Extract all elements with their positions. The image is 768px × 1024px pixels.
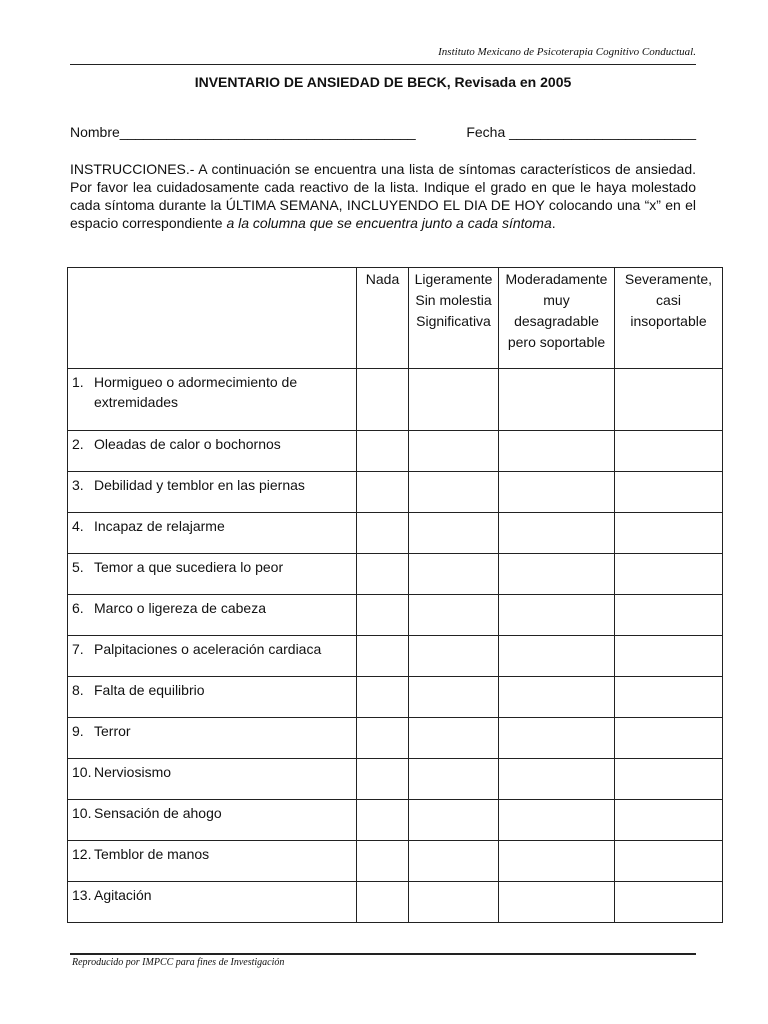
page-header [70,44,696,65]
column-header-line: casi [656,292,681,308]
symptom-number: 10. [72,805,92,821]
answer-cell-ligeramente[interactable] [409,800,499,841]
answer-cell-nada[interactable] [357,554,409,595]
answer-cell-nada[interactable] [357,677,409,718]
answer-cell-nada[interactable] [357,636,409,677]
symptom-label: Marco o ligereza de cabeza [94,600,266,616]
symptom-cell [68,513,357,554]
symptom-number: 2. [72,436,84,452]
answer-cell-moderadamente[interactable] [499,369,615,431]
answer-cell-nada[interactable] [357,718,409,759]
answer-cell-ligeramente[interactable] [409,513,499,554]
table-row [68,882,723,923]
symptom-cell [68,841,357,882]
answer-cell-moderadamente[interactable] [499,841,615,882]
answer-cell-nada[interactable] [357,513,409,554]
answer-cell-severamente[interactable] [615,369,723,431]
symptom-label: Temblor de manos [94,846,210,862]
symptom-cell [68,759,357,800]
answer-cell-ligeramente[interactable] [409,472,499,513]
document-title: INVENTARIO DE ANSIEDAD DE BECK, Revisada en 2005 [194,74,572,90]
table-header-row [68,268,723,369]
answer-cell-severamente[interactable] [615,759,723,800]
answer-cell-moderadamente[interactable] [499,595,615,636]
table-row [68,472,723,513]
symptom-label: Oleadas de calor o bochornos [94,436,281,452]
answer-cell-severamente[interactable] [615,841,723,882]
table-row [68,554,723,595]
answer-cell-ligeramente[interactable] [409,841,499,882]
symptom-number: 6. [72,600,84,616]
answer-cell-ligeramente[interactable] [409,677,499,718]
answer-cell-ligeramente[interactable] [409,882,499,923]
answer-cell-severamente[interactable] [615,800,723,841]
symptom-number: 5. [72,559,84,575]
answer-cell-ligeramente[interactable] [409,431,499,472]
column-header-severamente [615,268,723,369]
answer-cell-ligeramente[interactable] [409,595,499,636]
symptom-cell [68,595,357,636]
answer-cell-nada[interactable] [357,595,409,636]
table-row [68,431,723,472]
column-header-ligeramente [409,268,499,369]
answer-cell-severamente[interactable] [615,718,723,759]
column-header-line: pero soportable [507,334,606,350]
symptom-cell [68,882,357,923]
symptom-number: 8. [72,682,84,698]
column-header-line: Ligeramente [414,271,493,287]
column-header-line: Moderadamente [505,271,608,287]
symptom-number: 10. [72,764,92,780]
symptom-label: Falta de equilibrio [94,682,205,698]
table-row [68,677,723,718]
column-header-line: insoportable [630,313,707,329]
column-header-line: Nada [365,271,400,287]
answer-cell-severamente[interactable] [615,431,723,472]
answer-cell-severamente[interactable] [615,882,723,923]
answer-cell-nada[interactable] [357,800,409,841]
table-row [68,841,723,882]
table-row [68,513,723,554]
column-header-line: Severamente, [624,271,713,287]
footer-note: Reproducido por IMPCC para fines de Investigación [72,957,285,968]
symptom-cell [68,431,357,472]
answer-cell-severamente[interactable] [615,472,723,513]
table-row [68,369,723,431]
answer-cell-severamente[interactable] [615,554,723,595]
symptom-label: Agitación [94,887,152,903]
symptom-cell [68,718,357,759]
column-header-line: muy [543,292,570,308]
answer-cell-ligeramente[interactable] [409,636,499,677]
symptom-number: 1. [72,374,84,390]
answer-cell-moderadamente[interactable] [499,636,615,677]
answer-cell-moderadamente[interactable] [499,800,615,841]
instructions [70,160,696,232]
answer-cell-moderadamente[interactable] [499,718,615,759]
symptom-number: 7. [72,641,84,657]
answer-cell-ligeramente[interactable] [409,759,499,800]
symptom-number: 12. [72,846,92,862]
institute-name: Instituto Mexicano de Psicoterapia Cognitivo Conductual. [438,46,696,58]
answer-cell-nada[interactable] [357,841,409,882]
table-row [68,636,723,677]
symptom-cell [68,554,357,595]
nombre-field[interactable]: Nombre______________________________________ [70,124,416,140]
answer-cell-moderadamente[interactable] [499,431,615,472]
answer-cell-nada[interactable] [357,369,409,431]
answer-cell-nada[interactable] [357,882,409,923]
instructions-text: INSTRUCCIONES.- A continuación se encuentra una lista de síntomas característicos de ansiedad. Por favor lea cuidadosamente cada reactivo de la lista. Indique el grado en que le haya molestado cada síntoma durante la ÚLTIMA SEMANA, INCLUYENDO EL DIA DE HOY colocando una “x” en el espacio correspondiente [70,161,696,231]
symptom-label: Nerviosismo [94,764,172,780]
symptom-cell [68,472,357,513]
answer-cell-ligeramente[interactable] [409,718,499,759]
answer-cell-moderadamente[interactable] [499,759,615,800]
symptom-number: 13. [72,887,92,903]
answer-cell-moderadamente[interactable] [499,882,615,923]
symptom-label: Palpitaciones o aceleración cardiaca [94,641,322,657]
column-header-moderadamente [499,268,615,369]
column-header-line: desagradable [514,313,599,329]
answer-cell-nada[interactable] [357,472,409,513]
symptom-table [67,267,723,923]
answer-cell-moderadamente[interactable] [499,513,615,554]
symptom-label: Temor a que sucediera lo peor [94,559,284,575]
answer-cell-nada[interactable] [357,431,409,472]
answer-cell-ligeramente[interactable] [409,369,499,431]
name-date-line [70,124,696,140]
symptom-cell [68,369,357,431]
answer-cell-moderadamente[interactable] [499,472,615,513]
column-header-line: Sin molestia [415,292,492,308]
symptom-label: Debilidad y temblor en las piernas [94,477,305,493]
symptom-cell [68,636,357,677]
symptom-label: Sensación de ahogo [94,805,222,821]
table-row [68,800,723,841]
symptom-number: 9. [72,723,84,739]
answer-cell-severamente[interactable] [615,677,723,718]
fecha-field[interactable]: Fecha ________________________ [466,124,696,140]
footer-rule [70,953,696,955]
answer-cell-severamente[interactable] [615,595,723,636]
table-row [68,718,723,759]
symptom-cell [68,677,357,718]
header-blank-cell [68,268,357,369]
answer-cell-severamente[interactable] [615,636,723,677]
symptom-number: 3. [72,477,84,493]
symptom-label: Terror [94,723,131,739]
table-row [68,595,723,636]
column-header-line: Significativa [416,313,491,329]
table-row [68,759,723,800]
answer-cell-nada[interactable] [357,759,409,800]
instructions-end: . [551,215,556,231]
column-header-nada [357,268,409,369]
symptom-label: Hormigueo o adormecimiento de extremidades [94,374,298,410]
answer-cell-moderadamente[interactable] [499,677,615,718]
symptom-label: Incapaz de relajarme [94,518,225,534]
answer-cell-moderadamente[interactable] [499,554,615,595]
answer-cell-ligeramente[interactable] [409,554,499,595]
instructions-italic: a la columna que se encuentra junto a cada síntoma [226,215,552,231]
symptom-cell [68,800,357,841]
symptom-number: 4. [72,518,84,534]
answer-cell-severamente[interactable] [615,513,723,554]
